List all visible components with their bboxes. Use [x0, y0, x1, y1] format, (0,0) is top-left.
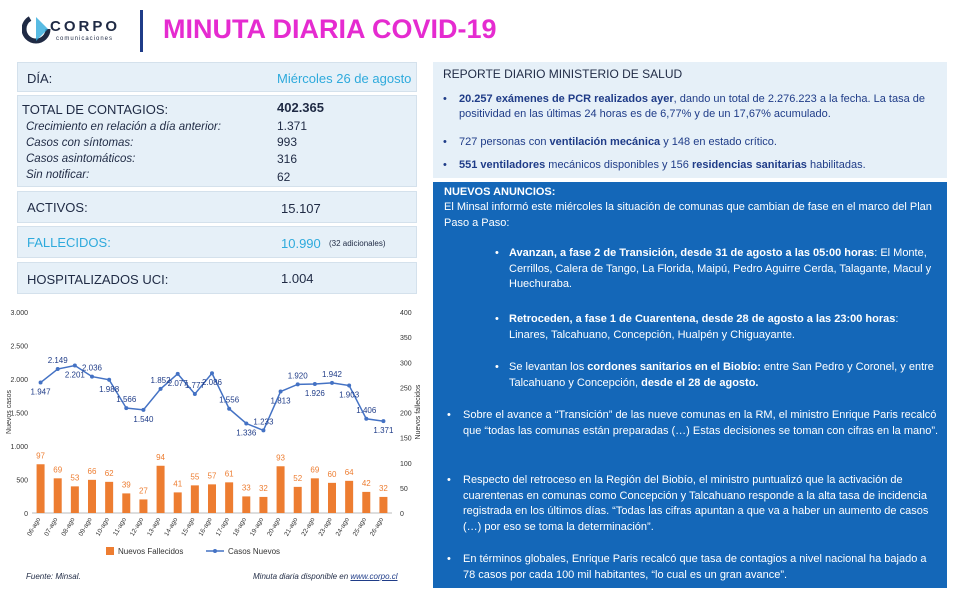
point-label: 1.336 [236, 428, 257, 438]
bullet: • [443, 159, 447, 171]
right-tick-label: 150 [400, 435, 412, 443]
bar-label: 55 [190, 472, 200, 482]
global-paragraph: • En términos globales, Enrique Paris recalcó que tasa de contagios a nivel nacional ha bajado a 78 casos por cada 100 mil habitantes, “lo cual es un gran avance”. [447, 553, 927, 581]
point-casos-nuevos [296, 382, 300, 386]
reporte-item-ventiladores: • 551 ventiladores mecánicos disponibles y 156 residencias sanitarias habilitadas. [443, 159, 866, 171]
point-label: 2.077 [167, 378, 188, 388]
bar-fallecidos [157, 466, 165, 513]
reporte-item-ventilacion: • 727 personas con ventilación mecánica y 148 en estado crítico. [443, 136, 777, 148]
bar-fallecidos [225, 482, 233, 513]
point-casos-nuevos [313, 382, 317, 386]
point-label: 1.540 [133, 414, 154, 424]
point-casos-nuevos [90, 375, 94, 379]
fallecidos-value: 10.990 [281, 236, 321, 251]
point-casos-nuevos [347, 383, 351, 387]
x-tick-label: 26-ago [368, 516, 386, 538]
right-tick-label: 350 [400, 335, 412, 343]
point-label: 2.036 [81, 363, 103, 373]
point-casos-nuevos [73, 364, 77, 368]
y-axis-label-left: Nuevos casos [6, 390, 13, 434]
point-casos-nuevos [381, 419, 385, 423]
bar-fallecidos [208, 484, 216, 513]
reporte-item-pcr: • 20.257 exámenes de PCR realizados ayer, dando un total de 2.276.223 a la fecha. La tasa de positividad en las últimas 24 horas es de 6,77% y de un 17,67% acumulado. [443, 93, 926, 120]
dia-value: Miércoles 26 de agosto [277, 71, 412, 86]
point-casos-nuevos [210, 371, 214, 375]
bullet: • [443, 136, 447, 148]
x-tick-label: 23-ago [317, 516, 334, 538]
point-casos-nuevos [261, 428, 265, 432]
bar-fallecidos [242, 496, 250, 513]
corpo-link[interactable]: www.corpo.cl [350, 572, 398, 581]
point-casos-nuevos [330, 381, 334, 385]
bar-label: 41 [173, 479, 183, 489]
x-tick-label: 21-ago [283, 516, 300, 538]
header-divider [140, 10, 143, 52]
bar-label: 42 [361, 478, 371, 488]
asintomaticos-label: Casos asintomáticos: [26, 153, 136, 165]
crecimiento-value: 1.371 [277, 119, 308, 133]
x-tick-label: 20-ago [266, 516, 283, 538]
bar-fallecidos [328, 483, 336, 513]
x-tick-label: 15-ago [180, 516, 197, 538]
bar-fallecidos [345, 481, 353, 513]
point-label: 1.988 [99, 384, 120, 394]
left-tick-label: 1.000 [10, 444, 28, 451]
bar-label: 93 [276, 453, 286, 463]
uci-label: HOSPITALIZADOS UCI: [27, 272, 169, 287]
bar-fallecidos [122, 493, 130, 513]
total-label: TOTAL DE CONTAGIOS: [22, 102, 169, 117]
bullet: • [447, 474, 451, 486]
x-tick-label: 18-ago [231, 516, 249, 538]
point-label: 2.149 [47, 356, 68, 366]
bar-fallecidos [174, 492, 182, 513]
right-tick-label: 100 [400, 460, 412, 468]
right-tick-label: 200 [400, 410, 412, 418]
point-label: 1.777 [184, 380, 205, 390]
bullet: • [495, 313, 499, 325]
minuta-note [253, 572, 398, 581]
bar-label: 33 [241, 483, 251, 493]
right-tick-label: 0 [400, 511, 404, 518]
point-casos-nuevos [193, 392, 197, 396]
bar-label: 94 [156, 452, 166, 462]
bar-fallecidos [191, 485, 199, 513]
x-tick-label: 25-ago [351, 516, 369, 538]
fuente-note: Fuente: Minsal. [26, 572, 81, 581]
x-tick-label: 11-ago [112, 516, 129, 538]
minuta-prefix: Minuta diaria disponible en [253, 572, 351, 581]
sin-notificar-label: Sin notificar: [26, 169, 90, 181]
point-label: 1.947 [30, 387, 51, 397]
point-casos-nuevos [141, 408, 145, 412]
activos-value: 15.107 [281, 201, 321, 216]
cordones-item: • Se levantan los cordones sanitarios en el Biobío: entre San Pedro y Coronel, y entre Talcahuano y Concepción, desde el 28 de agosto. [495, 361, 934, 389]
point-label: 1.852 [150, 375, 171, 385]
bullet: • [443, 93, 447, 105]
point-casos-nuevos [124, 406, 128, 410]
bar-label: 62 [104, 468, 114, 478]
point-casos-nuevos [107, 378, 111, 382]
bar-fallecidos [139, 499, 147, 513]
point-label: 2.201 [64, 370, 85, 380]
right-tick-label: 300 [400, 360, 412, 368]
page-title: MINUTA DIARIA COVID-19 [163, 14, 497, 44]
bar-fallecidos [311, 478, 319, 513]
x-tick-label: 24-ago [334, 516, 351, 538]
x-tick-label: 09-ago [77, 516, 94, 538]
point-casos-nuevos [159, 387, 163, 391]
x-tick-label: 06-ago [26, 516, 43, 538]
point-casos-nuevos [176, 372, 180, 376]
bar-label: 64 [344, 467, 354, 477]
legend-swatch-fallecidos [106, 547, 114, 555]
anuncios-box [433, 182, 947, 588]
legend-marker-casos [213, 549, 217, 553]
bullet: • [495, 361, 499, 373]
total-value: 402.365 [277, 100, 324, 115]
x-tick-label: 16-ago [197, 516, 214, 538]
bar-label: 39 [121, 480, 131, 490]
right-tick-label: 400 [400, 310, 412, 317]
x-tick-label: 12-ago [128, 516, 146, 538]
bullet: • [447, 409, 451, 421]
brand-sub: comunicaciones [56, 36, 114, 42]
biobio-paragraph: • Respecto del retroceso en la Región del Biobío, el ministro puntualizó que la activación de cuarentenas en comunas como Concepción y Talcahuano responde a la alta tasa de incidencia registrada en los últimos días. “Todas las cifras apuntan a que va a haber un aumento de casos (…) por eso se toma la determinación”. [447, 474, 929, 533]
bar-label: 60 [327, 469, 337, 479]
y-axis-label-right: Nuevos fallecidos [415, 384, 422, 440]
dia-label: DÍA: [27, 71, 53, 86]
bullet: • [447, 553, 451, 565]
reporte-box [433, 62, 947, 178]
sintomas-value: 993 [277, 135, 298, 149]
bar-fallecidos [88, 480, 96, 513]
x-tick-label: 22-ago [300, 516, 317, 538]
avanzan-item: • Avanzan, a fase 2 de Transición, desde 31 de agosto a las 05:00 horas: El Monte, Cerrillos, Calera de Tango, La Florida, Maipú, Pedro Aguirre Cerda, Talagante, Macul y Huechuraba. [495, 247, 932, 290]
point-casos-nuevos [56, 367, 60, 371]
bar-label: 66 [87, 466, 97, 476]
point-label: 1.566 [116, 395, 137, 405]
anuncios-intro: El Minsal informó este miércoles la situación de comunas que cambian de fase en el marco del Plan Paso a Paso: [444, 201, 932, 229]
point-casos-nuevos [39, 381, 43, 385]
legend-label-fallecidos: Nuevos Fallecidos [118, 547, 184, 556]
x-tick-label: 07-ago [43, 516, 60, 538]
fallecidos-label: FALLECIDOS: [27, 235, 111, 250]
legend-label-casos: Casos Nuevos [228, 547, 281, 556]
bar-fallecidos [379, 497, 387, 513]
bar-fallecidos [259, 497, 267, 513]
retroceden-item: • Retroceden, a fase 1 de Cuarentena, desde 28 de agosto a las 23:00 horas: Linares, Talcahuano, Concepción, Hualpén y Chiguayante. [495, 313, 899, 341]
x-tick-label: 10-ago [94, 516, 111, 538]
transicion-paragraph: • Sobre el avance a “Transición” de las nueve comunas en la RM, el ministro Enrique Paris recalcó que “todas las comunas están preparadas (…) Estas decisiones se toman con cifras en la mano”. [447, 409, 939, 437]
bar-label: 69 [310, 465, 320, 475]
sintomas-label: Casos con síntomas: [26, 137, 134, 149]
left-tick-label: 0 [24, 511, 28, 518]
bar-label: 52 [293, 473, 303, 483]
x-tick-label: 19-ago [248, 516, 266, 538]
asintomaticos-value: 316 [277, 152, 298, 166]
fallecidos-note: (32 adicionales) [329, 239, 386, 248]
point-label: 1.556 [219, 395, 240, 405]
point-label: 1.233 [253, 417, 274, 427]
bar-label: 32 [258, 483, 268, 493]
brand-name: CORPO [50, 18, 121, 35]
x-tick-label: 17-ago [214, 516, 231, 538]
x-tick-label: 13-ago [146, 516, 163, 538]
sin-notificar-value: 62 [277, 170, 291, 184]
point-label: 1.942 [321, 369, 343, 379]
point-casos-nuevos [227, 407, 231, 411]
left-tick-label: 2.500 [10, 343, 28, 351]
point-label: 1.926 [304, 388, 325, 398]
bar-fallecidos [71, 486, 79, 513]
bar-label: 69 [53, 465, 63, 475]
covid-chart [0, 300, 425, 568]
right-tick-label: 250 [400, 385, 412, 393]
bar-label: 53 [70, 473, 80, 483]
x-tick-label: 08-ago [60, 516, 77, 538]
point-casos-nuevos [364, 417, 368, 421]
x-tick-label: 14-ago [163, 516, 180, 538]
bullet: • [495, 247, 499, 259]
point-label: 1.406 [356, 405, 377, 415]
bar-label: 57 [207, 471, 217, 481]
point-label: 2.086 [201, 378, 223, 388]
bar-fallecidos [105, 482, 113, 513]
crecimiento-label: Crecimiento en relación a día anterior: [26, 121, 221, 133]
bar-fallecidos [362, 492, 370, 513]
bar-label: 27 [138, 486, 148, 496]
anuncios-title: NUEVOS ANUNCIOS: [444, 186, 556, 198]
bar-label: 61 [224, 469, 234, 479]
bar-label: 32 [378, 483, 388, 493]
uci-value: 1.004 [281, 271, 314, 286]
point-label: 1.813 [270, 396, 291, 406]
bar-fallecidos [294, 487, 302, 513]
bar-fallecidos [37, 464, 45, 513]
left-tick-label: 2.000 [10, 377, 28, 384]
bar-label: 97 [36, 451, 46, 461]
bar-fallecidos [277, 466, 285, 513]
point-label: 1.920 [287, 371, 308, 381]
reporte-title: REPORTE DIARIO MINISTERIO DE SALUD [443, 67, 683, 81]
activos-label: ACTIVOS: [27, 200, 88, 215]
point-casos-nuevos [244, 421, 248, 425]
left-tick-label: 1.500 [10, 410, 28, 418]
left-tick-label: 3.000 [10, 310, 28, 317]
right-tick-label: 50 [400, 485, 408, 493]
bar-fallecidos [54, 478, 62, 513]
point-label: 1.903 [339, 390, 360, 400]
point-casos-nuevos [279, 390, 283, 394]
left-tick-label: 500 [16, 477, 28, 485]
point-label: 1.371 [373, 426, 394, 436]
